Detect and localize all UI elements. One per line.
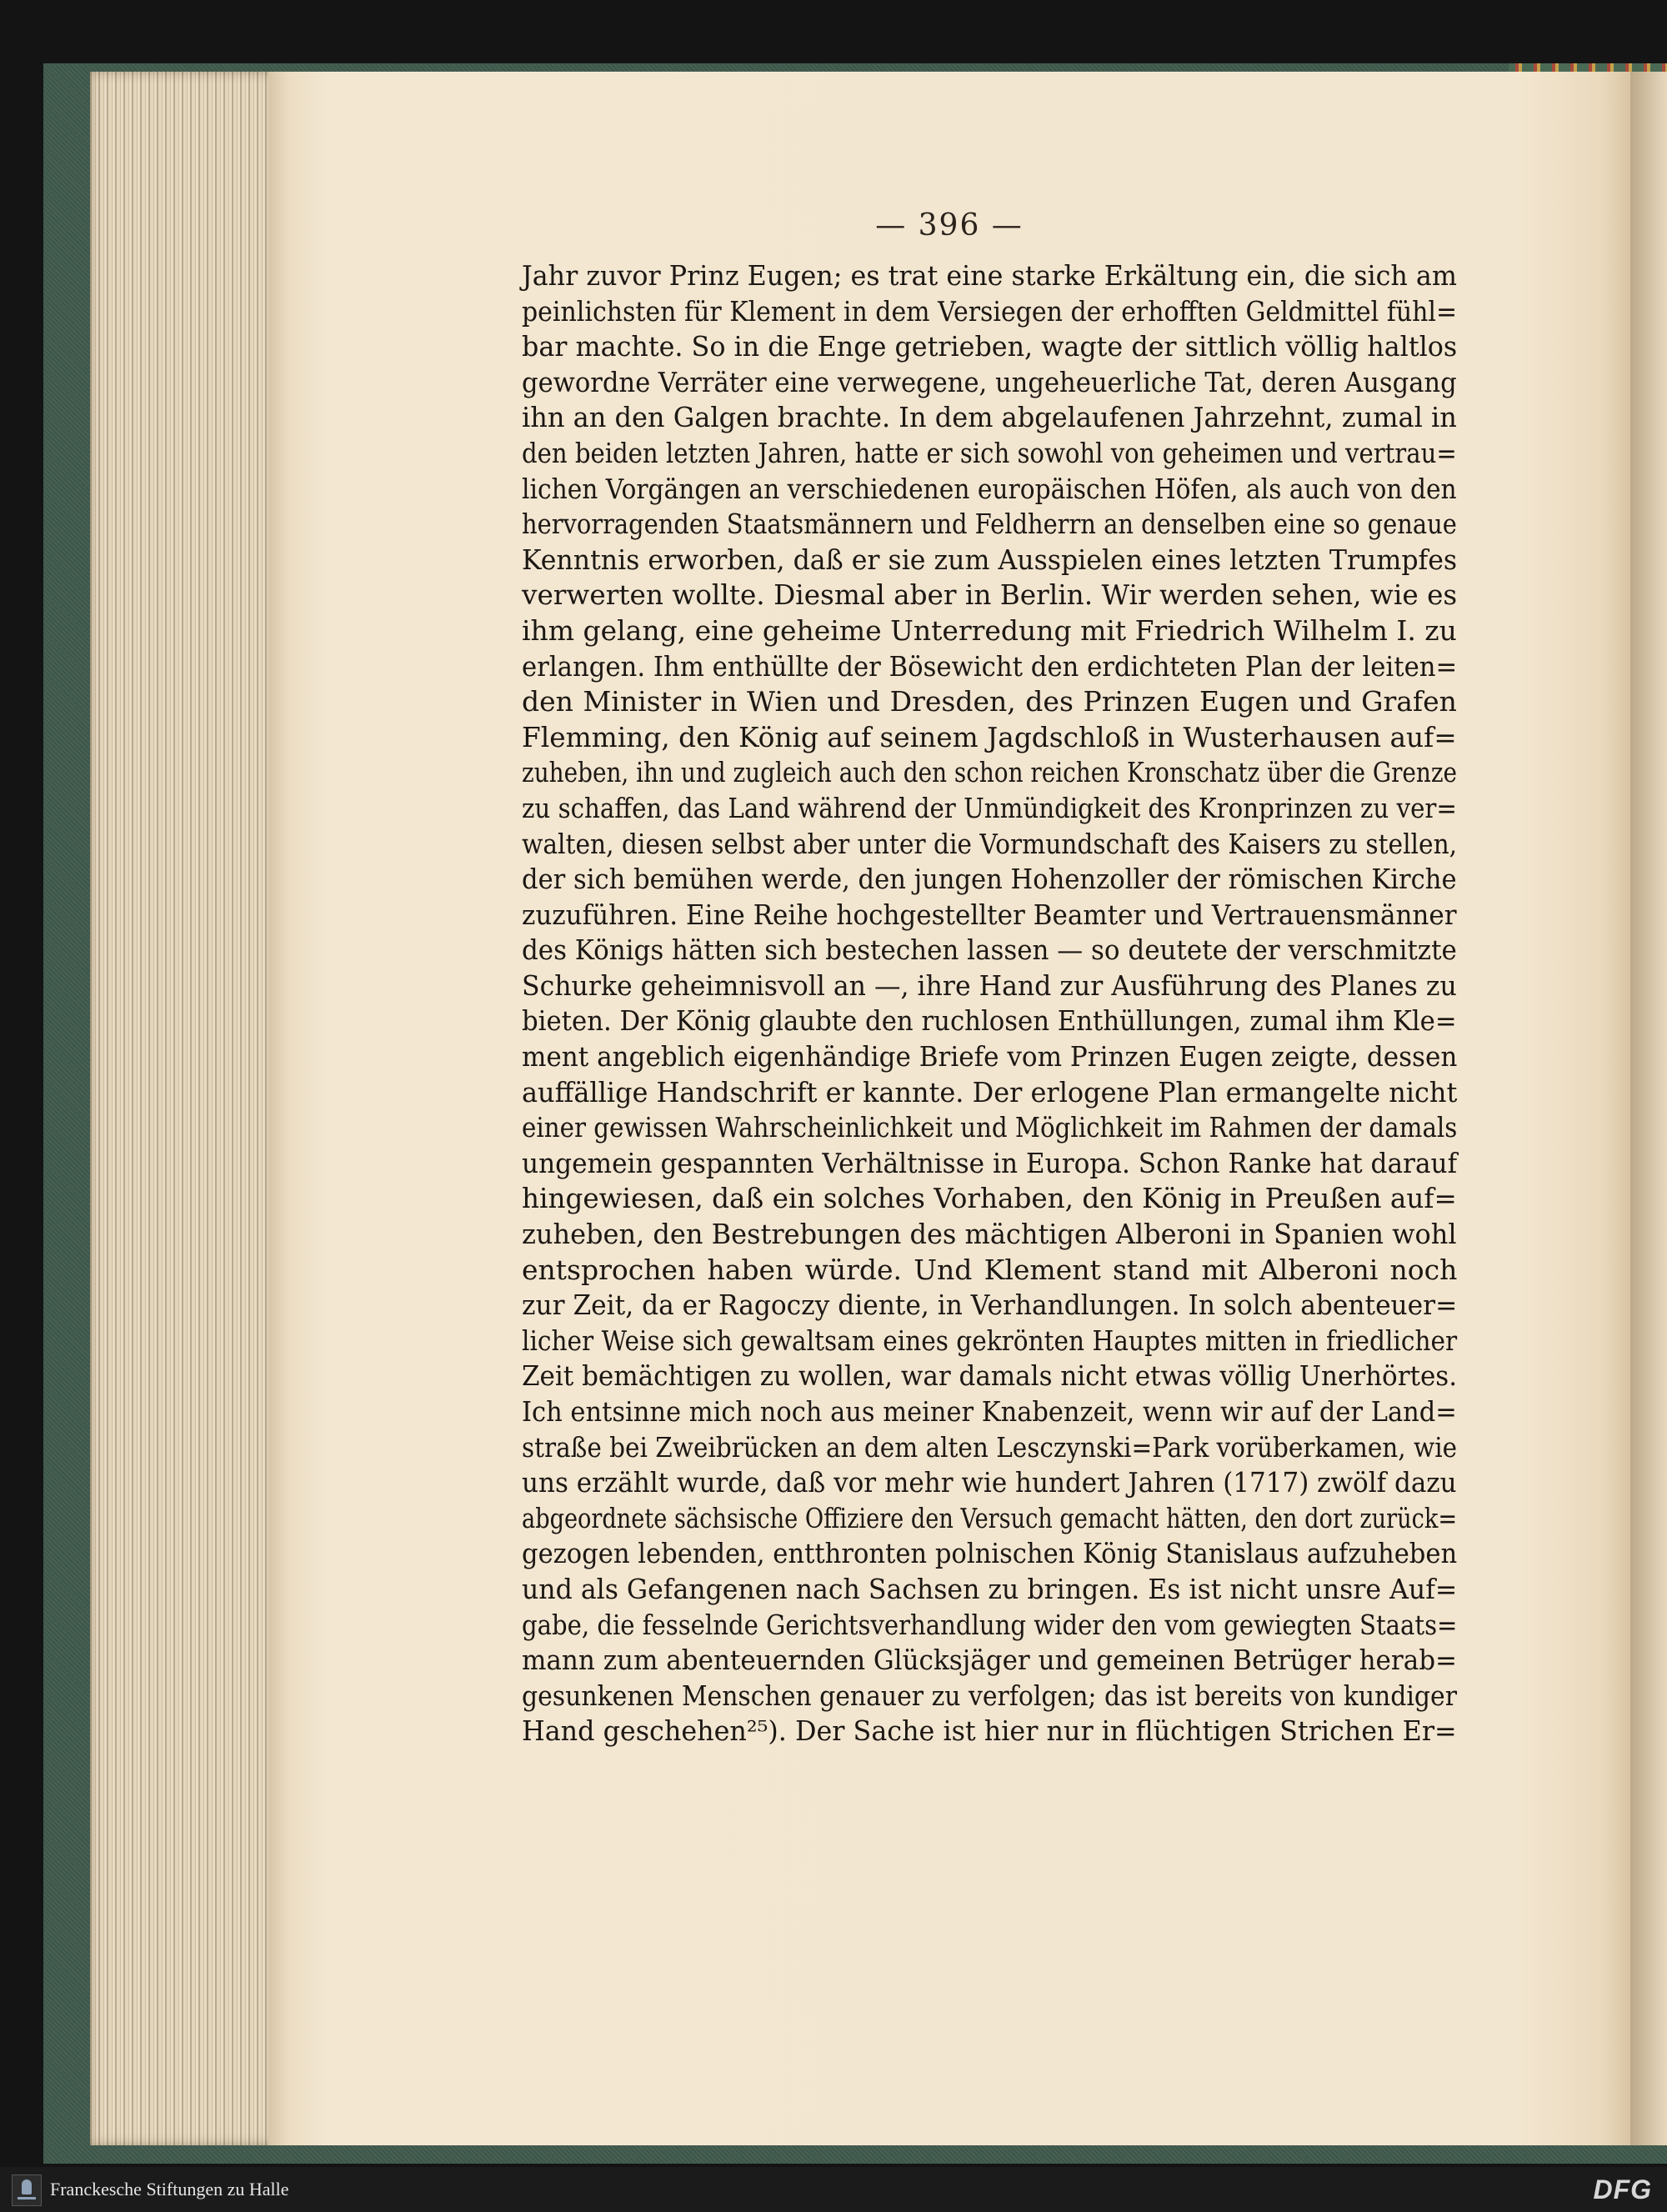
text-line: gewordne Verräter eine verwegene, ungeheuerliche Tat, deren Ausgang (522, 365, 1457, 398)
text-line: Ich entsinne mich noch aus meiner Knabenzeit, wenn wir auf der Land= (522, 1395, 1457, 1428)
text-line: gezogen lebenden, entthronten polnischen König Stanislaus aufzuheben (522, 1537, 1458, 1570)
text-line: Kenntnis erworben, daß er sie zum Ausspielen eines letzten Trumpfes (522, 543, 1458, 576)
text-line: den Minister in Wien und Dresden, des Prinzen Eugen und Grafen (522, 685, 1457, 718)
text-line: bieten. Der König glaubte den ruchlosen Enthüllungen, zumal ihm Kle= (522, 1004, 1457, 1038)
text-line: zuzuführen. Eine Reihe hochgestellter Beamter und Vertrauensmänner (522, 898, 1457, 931)
text-line: ihm gelang, eine geheime Unterredung mit Friedrich Wilhelm I. zu (522, 613, 1457, 647)
text-line: ment angeblich eigenhändige Briefe vom Prinzen Eugen zeigte, dessen (522, 1040, 1458, 1073)
text-line: peinlichsten für Klement in dem Versiegen der erhofften Geldmittel fühl= (522, 294, 1458, 328)
page-edges (90, 72, 275, 2145)
orphanage-building-icon (12, 2174, 42, 2206)
text-line: Hand geschehen²⁵). Der Sache ist hier nur in flüchtigen Strichen Er= (522, 1714, 1457, 1748)
text-line: zu schaffen, das Land während der Unmündigkeit des Kronprinzen zu ver= (522, 791, 1457, 824)
text-line: auffällige Handschrift er kannte. Der erlogene Plan ermangelte nicht (522, 1075, 1458, 1109)
text-line: gabe, die fesselnde Gerichtsverhandlung wider den vom gewiegten Staats= (522, 1608, 1458, 1641)
text-line: straße bei Zweibrücken an dem alten Lesczynski=Park vorüberkamen, wie (522, 1430, 1458, 1464)
text-line: der sich bemühen werde, den jungen Hohenzoller der römischen Kirche (522, 863, 1457, 896)
footer-bar (0, 2167, 1667, 2212)
text-line: abgeordnete sächsische Offiziere den Versuch gemacht hätten, den dort zurück= (522, 1501, 1458, 1534)
text-line: entsprochen haben würde. Und Klement stand mit Alberoni noch (522, 1253, 1458, 1286)
text-line: des Königs hätten sich bestechen lassen — so deutete der verschmitzte (522, 933, 1457, 967)
text-line: den beiden letzten Jahren, hatte er sich sowohl von geheimen und vertrau= (522, 436, 1457, 469)
text-line: hervorragenden Staatsmännern und Feldherrn an denselben eine so genaue (522, 508, 1457, 541)
text-line: mann zum abenteuernden Glücksjäger und gemeinen Betrüger herab= (522, 1644, 1458, 1677)
text-line: walten, diesen selbst aber unter die Vormundschaft des Kaisers zu stellen, (522, 827, 1458, 860)
book-page (268, 72, 1630, 2145)
text-line: erlangen. Ihm enthüllte der Bösewicht den erdichteten Plan der leiten= (522, 649, 1458, 683)
text-line: hingewiesen, daß ein solches Vorhaben, den König in Preußen auf= (522, 1182, 1457, 1215)
text-line: gesunkenen Menschen genauer zu verfolgen; das ist bereits von kundiger (522, 1679, 1457, 1712)
text-line: bar machte. So in die Enge getrieben, wagte der sittlich völlig haltlos (522, 330, 1458, 363)
text-line: Schurke geheimnisvoll an —, ihre Hand zur Ausführung des Planes zu (522, 968, 1457, 1002)
text-line: Jahr zuvor Prinz Eugen; es trat eine starke Erkältung ein, die sich am (522, 259, 1457, 292)
text-line: Flemming, den König auf seinem Jagdschloß in Wusterhausen auf= (522, 720, 1457, 753)
institution-label: Franckesche Stiftungen zu Halle (50, 2179, 289, 2199)
text-line: ihn an den Galgen brachte. In dem abgelaufenen Jahrzehnt, zumal in (522, 401, 1457, 434)
text-line: uns erzählt wurde, daß vor mehr wie hundert Jahren (1717) zwölf dazu (522, 1466, 1457, 1499)
text-line: Zeit bemächtigen zu wollen, war damals nicht etwas völlig Unerhörtes. (522, 1359, 1458, 1393)
text-line: licher Weise sich gewaltsam eines gekrönten Hauptes mitten in friedlicher (522, 1324, 1458, 1357)
text-line: zur Zeit, da er Ragoczy diente, in Verhandlungen. In solch abenteuer= (522, 1289, 1458, 1322)
dfg-logo: DFG (1593, 2174, 1652, 2204)
text-line: zuheben, ihn und zugleich auch den schon reichen Kronschatz über die Grenze (522, 756, 1458, 789)
text-line: verwerten wollte. Diesmal aber in Berlin. Wir werden sehen, wie es (522, 578, 1458, 612)
text-line: einer gewissen Wahrscheinlichkeit und Möglichkeit im Rahmen der damals (522, 1111, 1458, 1144)
text-line: ungemein gespannten Verhältnisse in Europa. Schon Ranke hat darauf (522, 1146, 1458, 1179)
next-page-edge (1630, 72, 1667, 2145)
text-line: und als Gefangenen nach Sachsen zu bringen. Es ist nicht unsre Auf= (522, 1572, 1458, 1605)
text-line: lichen Vorgängen an verschiedenen europäischen Höfen, als auch von den (522, 472, 1457, 505)
page-number: — 396 — (875, 208, 1024, 243)
text-line: zuheben, den Bestrebungen des mächtigen Alberoni in Spanien wohl (522, 1218, 1457, 1251)
body-text (522, 258, 1457, 1749)
